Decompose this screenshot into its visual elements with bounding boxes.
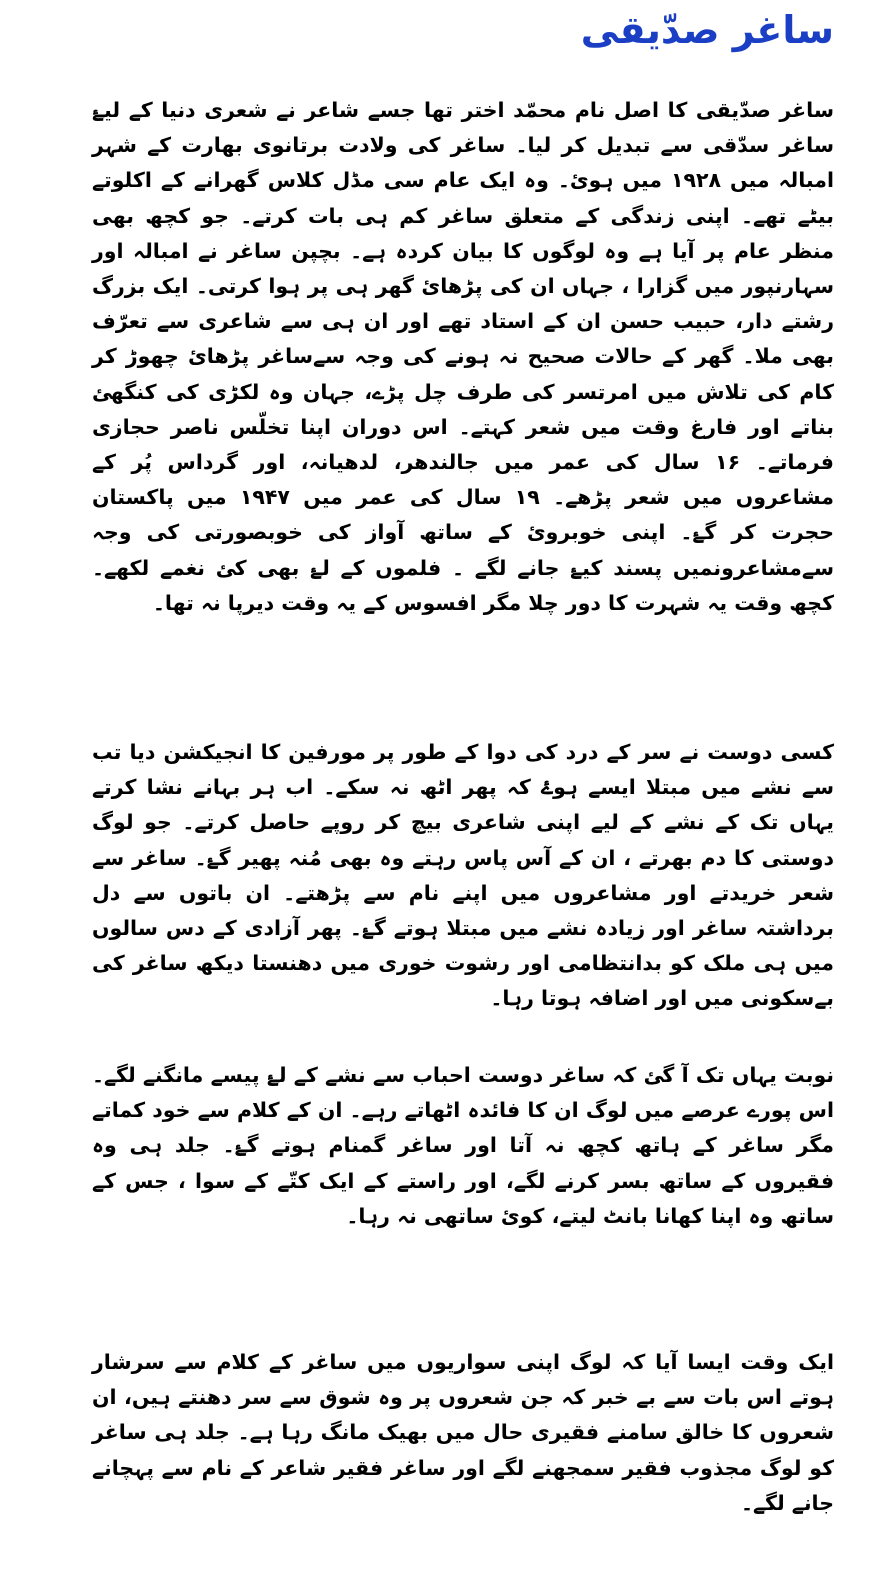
paragraph-early-life: ساغر صدّیقی کا اصل نام محمّد اختر تھا جسے شاعر نے شعری دنیا کے لیۓ ساغر سدّقی سے تبدیل کر لیا۔ ساغر کی ولادت برتانوی بھارت کے شہر امبالہ میں ۱۹۲۸ میں ہوئ۔ وہ ایک عام سی مڈل کلاس گھرانے کے اکلوتے بیٹے تھے۔ اپنی زندگی کے متعلق ساغر کم ہی بات کرتے۔ جو کچھ بھی منظر عام پر آیا ہے وہ لوگوں کا بیان کردہ ہے۔ بچپن ساغر نے امبالہ اور سہارنپور میں گزارا ، جہاں ان کی پڑھائ گھر ہی پر ہوا کرتی۔ ایک بزرگ رشتے دار، حبیب حسن ان کے استاد تھے اور ان ہی سے شاعری سے تعرّف بھی ملا۔ گھر کے حالات صحیح نہ ہونے کی وجہ سےساغر پڑھائ چھوڑ کر کام کی تلاش میں امرتسر کی طرف چل پڑے، جہان وہ لکڑی کی کنگھئ بناتے اور فارغ وقت میں شعر کہتے۔ اس دوران اپنا تخلّس ناصر حجازی فرماتے۔ ۱۶ سال کی عمر میں جالندھر، لدھیانہ، اور گرداس پُر کے مشاعروں میں شعر پڑھے۔ ۱۹ سال کی عمر میں ۱۹۴۷ میں پاکستان حجرت کر گۓ۔ اپنی خوبروئ کے ساتھ آواز کی خوبصورتی کی وجہ سےمشاعرونمیں پسند کیۓ جانے لگے ۔ فلموں کے لۓ بھی کئ نغمے لکھے۔ کچھ وقت یہ شہرت کا دور چلا مگر افسوس کے یہ وقت دیرپا نہ تھا۔ <box>92 98 835 615</box>
paragraph-legacy: ایک وقت ایسا آیا کہ لوگ اپنی سواریوں میں ساغر کے کلام سے سرشار ہوتے اس بات سے بے خبر کہ جن شعروں پر وہ شوق سے سر دھنتے ہیں، ان شعروں کا خالق سامنے فقیری حال میں بھیک مانگ رہا ہے۔ جلد ہی ساغر کو لوگ مجذوب فقیر سمجھنے لگے اور ساغر فقیر شاعر کے نام سے پہچانے جانے لگے۔ <box>92 1350 834 1515</box>
paragraph-decline: نوبت یہاں تک آ گئ کہ ساغر دوست احباب سے نشے کے لۓ پیسے مانگنے لگے۔ اس پورے عرصے میں لوگ ان کا فائدہ اٹھاتے رہے۔ ان کے کلام سے خود کماتے مگر ساغر کے ہاتھ کچھ نہ آتا اور ساغر گمنام ہوتے گۓ۔ جلد ہی وہ فقیروں کے ساتھ بسر کرنے لگے، اور راستے کے ایک کتّے کے سوا ، جس کے ساتھ وہ اپنا کھانا بانٹ لیتے، کوئ ساتھی نہ رہا۔ <box>92 1063 834 1228</box>
paragraph-addiction: کسی دوست نے سر کے درد کی دوا کے طور پر مورفین کا انجیکشن دیا تب سے نشے میں مبتلا ایسے ہوۓ کہ پھر اٹھ نہ سکے۔ اب ہر بہانے نشا کرتے یہاں تک کے نشے کے لیے اپنی شاعری بیچ کر روپے حاصل کرتے۔ جو لوگ دوستی کا دم بھرتے ، ان کے آس پاس رہتے وہ بھی مُنہ پھیر گۓ۔ ساغر سے شعر خریدتے اور مشاعروں میں اپنے نام سے پڑھتے۔ ان باتوں سے دل برداشتہ ساغر اور زیادہ نشے میں مبتلا ہوتے گۓ۔ پھر آزادی کے دس سالوں میں ہی ملک کو بدانتظامی اور رشوت خوری میں دھنستا دیکھ ساغر کی بےسکونی میں اور اضافہ ہوتا رہا۔ <box>92 740 834 1011</box>
page-title: ساغر صدّیقی <box>580 8 834 52</box>
